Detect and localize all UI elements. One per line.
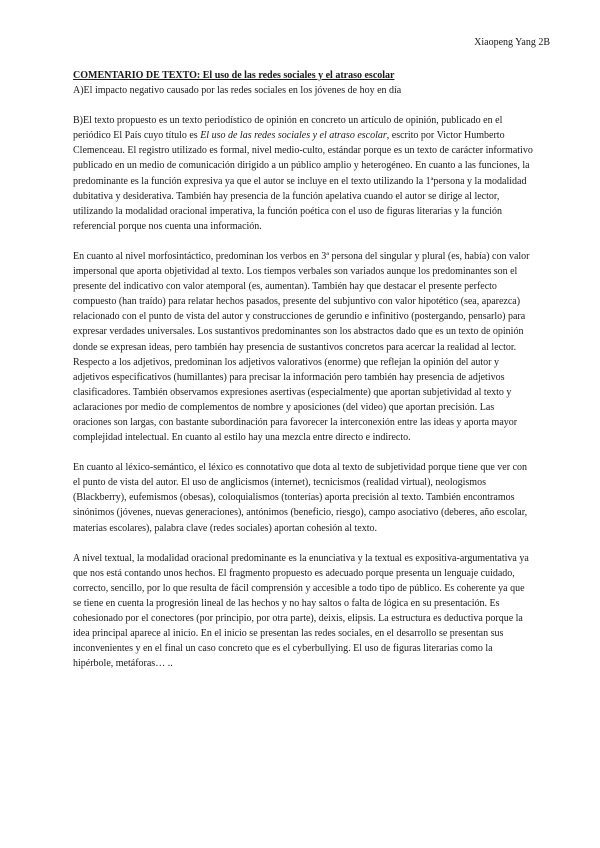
paragraph-morphosyntactic: En cuanto al nivel morfosintáctico, predominan los verbos en 3ª persona del singular y plural (es, había) con valor impersonal que aporta objetividad al texto. Los tiempos verbales son variados aunque los predominantes son el presente del indicativo con valor atemporal (es, aumentan). También hay que destacar el presente perfecto compuesto (han traído) para relatar hechos pasados, presente del subjuntivo con valor hipotético (sea, aparezca) relacionado con el punto de vista del autor y construcciones de gerundio e infinitivo (postergando, pensarlo) para expresar verdades universales. Los sustantivos predominantes son los abstractos dado que es un texto de opinión donde se expresan ideas, pero también hay presencia de sustantivos concretos para acercar la realidad al lector. Respecto a los adjetivos, predominan los adjetivos valorativos (enorme) que reflejan la opinión del autor y adjetivos especificativos (humillantes) para precisar la información pero también hay presencia de adjetivos clasificadores. También observamos expresiones asertivas (especialmente) que aportan subjetividad al texto y aclaraciones por medio de complementos de nombre y aposiciones (del video) que aportan precisión. Las oraciones son largas, con bastante subordinación para favorecer la interconexión entre las ideas y aporta mayor complejidad intelectual. En cuanto al estilo hay una mezcla entre directo e indirecto. — [73, 250, 530, 444]
paragraph-introduction — [73, 113, 535, 234]
document-body — [73, 68, 535, 686]
title-line — [73, 68, 535, 83]
document-title: COMENTARIO DE TEXTO: El uso de las redes sociales y el atraso escolar — [73, 70, 395, 81]
author-header: Xiaopeng Yang 2B — [474, 37, 550, 48]
section-a-answer: A)El impacto negativo causado por las redes sociales en los jóvenes de hoy en día — [73, 85, 402, 97]
paragraph-introduction-start: B)El texto propuesto es un texto periodístico de opinión en concreto un artículo de opinión, publicado en el periódico El País cuyo título es — [73, 115, 503, 142]
paragraph-textual: A nivel textual, la modalidad oracional predominante es la enunciativa y la textual es expositiva-argumentativa ya que nos está contando unos hechos. El fragmento propuesto es adecuado porque presenta un lenguaje cuidado, correcto, sencillo, por lo que resulta de fácil comprensión y accesible a todo tipo de público. Es coherente ya que se tiene en cuenta la progresión lineal de las hechos y no hay saltos o falta de lógica en su presentación. Es cohesionado por el conectores (por principio, por otra parte), deixis, elipsis. La estructura es deductiva porque la idea principal aparece al inicio. En el inicio se presentan las redes sociales, en el desarrollo se presentan sus inconvenientes y en el final un caso concreto que es el cyberbullying. El uso de figuras literarias como la hipérbole, metáforas… .. — [73, 552, 529, 670]
paragraph-lexical-semantic: En cuanto al léxico-semántico, el léxico es connotativo que dota al texto de subjetividad porque tiene que ver con el punto de vista del autor. El uso de anglicismos (internet), tecnicismos (realidad virtual), neologismos (Blackberry), eufemismos (obesas), coloquialismos (tonterías) aporta precisión al texto. También encontramos sinónimos (jóvenes, nuevas generaciones), antónimos (beneficio, riesgo), campo asociativo (deberes, año escolar, materias escolares), palabra clave (redes sociales) aportan cohesión al texto. — [73, 462, 528, 534]
article-title-reference: El uso de las redes sociales y el atraso escolar — [200, 130, 387, 142]
paragraph-introduction-rest: , escrito por Victor Humberto Clemenceau. El registro utilizado es formal, nivel medio-culto, estándar porque es un texto de carácter informativo publicado en un medio de comunicación dirigido a un público amplio y heterogéneo. En cuanto a las funciones, la predominante es la función expresiva ya que el autor se incluye en el texto utilizando la 1ªpersona y la modalidad dubitativa y desiderativa. También hay presencia de la función apelativa cuando el autor se dirige al lector, utilizando la modalidad oracional imperativa, la función poética con el uso de figuras literarias y la función referencial porque nos cuenta una información. — [73, 130, 533, 232]
